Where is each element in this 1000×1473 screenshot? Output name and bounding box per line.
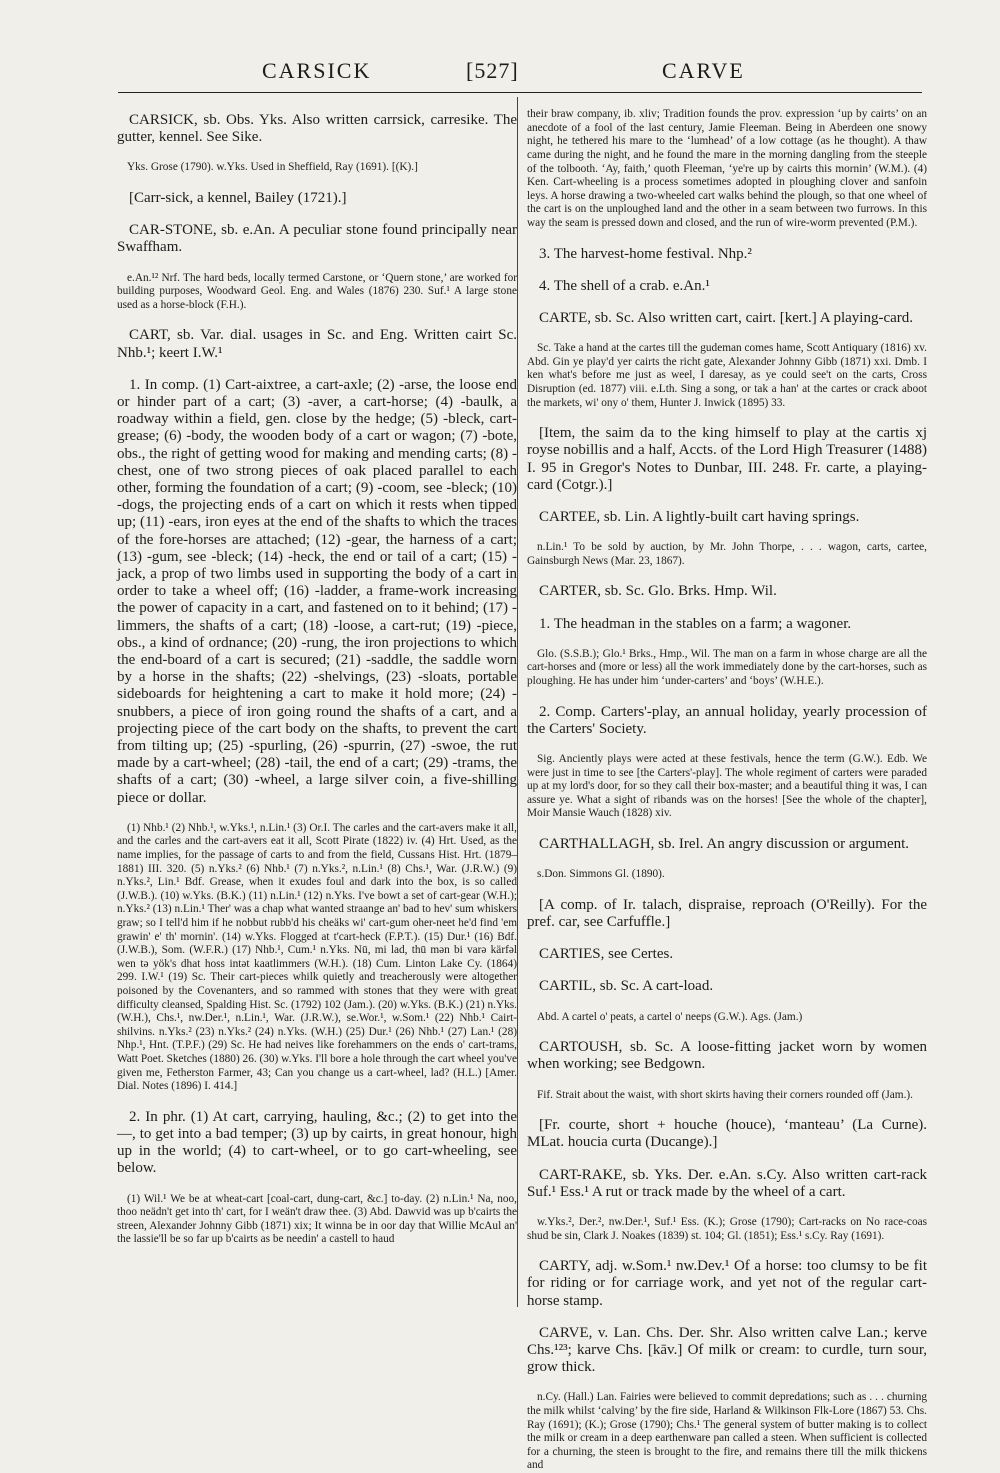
entry-paragraph: CARTER, sb. Sc. Glo. Brks. Hmp. Wil.	[539, 583, 777, 600]
entry-paragraph: 3. The harvest-home festival. Nhp.²	[539, 245, 752, 262]
citation-paragraph: (1) Wil.¹ We be at wheat-cart [coal-cart, dung-cart, &c.] to-day. (2) n.Lin.¹ Na, noo, thoo neädn't get into th' cart, for I weän't draw thee. (3) Abd. Dawvid was up b'cairts the streen, Alexander Johnny Gibb (1871) xix; It winna be in oor day that Willie McAul an' the lassie'll be so far up b'cairts as be needin' a castell to haud	[117, 1192, 517, 1246]
citation-paragraph: Fif. Strait about the waist, with short skirts having their corners rounded off (Jam.).	[537, 1088, 913, 1101]
column-divider	[517, 97, 518, 1307]
right-column	[527, 97, 927, 1472]
running-header	[0, 56, 1000, 90]
citation-paragraph: Glo. (S.S.B.); Glo.¹ Brks., Hmp., Wil. The man on a farm in whose charge are all the cart-horses and (more or less) all the work immediately done by the cart-horses, such as ploughing. He has under him ‘under-carters’ and ‘boys’ (W.H.E.).	[527, 647, 927, 688]
citation-paragraph: Sig. Anciently plays were acted at these festivals, hence the term (G.W.). Edb. We were just in time to see [the Carters'-play]. The whole regiment of carters were paraded up at my lord's door, for so they call their box-master; and a beautiful thing it was, I can assure ye. What a sight of ribands was on the horses! [See the whole of the chapter], Moir Mansie Wauch (1828) xiv.	[527, 753, 927, 820]
entry-paragraph: CARTEE, sb. Lin. A lightly-built cart having springs.	[539, 509, 860, 526]
citation-paragraph: Sc. Take a hand at the cartes till the gudeman comes hame, Scott Antiquary (1816) xv. Abd. Gin ye play'd yer cairts the richt gate, Alexander Johnny Gibb (1871) xxi. Dmb. I ken what's before me just as weel, I daresay, as ye could see't on the carts, Cross Disruption (ed. 1877) viii. e.Lth. Sing a song, or tak a han' at the cartes or crack aboot the markets, wi' ony o' them, Hunter J. Inwick (1895) 33.	[527, 342, 927, 409]
entry-paragraph: 1. The headman in the stables on a farm; a wagoner.	[539, 615, 852, 632]
entry-paragraph: CARSICK, sb. Obs. Yks. Also written carrsick, carresike. The gutter, kennel. See Sike.	[117, 112, 517, 146]
entry-paragraph: CAR-STONE, sb. e.An. A peculiar stone found principally near Swaffham.	[117, 222, 517, 256]
entry-paragraph: [Carr-sick, a kennel, Bailey (1721).]	[129, 190, 347, 206]
citation-paragraph: (1) Nhb.¹ (2) Nhb.¹, w.Yks.¹, n.Lin.¹ (3) Or.I. The carles and the cart-avers make it all, and the carles and the cart-avers eat it all, Scott Pirate (1822) iv. (4) Hrt. Used, as the name implies, for the passage of carts to and from the field, Cussans Hist. Hrt. (1879–1881) III. 320. (5) n.Yks.² (6) Nhb.¹ (7) n.Yks.², n.Lin.¹ (8) Chs.¹, War. (J.R.W.) (9) n.Yks.², Lin.¹ Bdf. Grease, when it exudes foul and dark into the box, is so called (J.W.B.). (10) w.Yks. (B.K.) (11) n.Lin.¹ (12) n.Yks. I've bowt a set of cart-gear (W.H.); n.Yks.² (13) n.Lin.¹ Ther' was a chap what wanted straange an' bad to hev' sum whiskers graw; so I tell'd him if he nobbut rubb'd his cheäks wi' cart-gum oher-neet he'd find 'em grawin' e' th' mornin'. (14) w.Yks. Flogged at t'cart-heck (F.P.T.). (15) Dur.¹ (16) Bdf. (J.W.B.), Som. (W.F.R.) (17) Nhb.¹, Cum.¹ n.Yks. Nū, mi lad, thū mən bi varə kärfəl wen tə yök's dhat hoss intət kaatlimmers (W.H.). (18) Cum. Linton Lake Cy. (1864) 299. I.W.¹ (19) Sc. Their cart-pieces whilk quietly and treacherously were altogether poisoned by the Covenanters, and so rammed with stones that they were with great difficulty cleansed, Spalding Hist. Sc. (1792) 102 (Jam.). (20) w.Yks. (B.K.) (21) n.Yks. (W.H.), Chs.¹, nw.Der.¹, n.Lin.¹, War. (J.R.W.), se.Wor.¹, w.Som.¹ (22) Nhb.¹ Cairt-shilvins. n.Yks.² (23) n.Yks.² (24) n.Yks. (W.H.) (25) Dur.¹ (26) Nhb.¹ (27) Lan.¹ (28) Nhp.¹, Hnt. (T.P.F.) (29) Sc. He had neives like forehammers on the ends o' cart-trams, Watt Poet. Sketches (1880) 26. (30) w.Yks. I'll bore a hole through the cart wheel you've given me, Fetherston Farmer, 43; Can you change us a cart-wheel, lad? (H.L.) [Amer. Dial. Notes (1896) I. 414.]	[117, 821, 517, 1093]
entry-paragraph: 1. In comp. (1) Cart-aixtree, a cart-axle; (2) -arse, the loose end or hinder part of a cart; (3) -aver, a cart-horse; (4) -baulk, a roadway within a field, gen. close by the hedge; (5) -bleck, cart-grease; (6) -body, the wooden body of a cart or wagon; (7) -bote, obs., the right of getting wood for making and mending carts; (8) -chest, one of two strong pieces of oak placed parallel to each other, forming the foundation of a cart; (9) -coom, see -bleck; (10) -dogs, the projecting ends of a cart on which it rests when tipped up; (11) -ears, iron eyes at the end of the shafts to which the traces of the fore-horses are attached; (12) -gear, the harness of a cart; (13) -gum, see -bleck; (14) -heck, the end or tail of a cart; (15) -jack, a prop of two limbs used in supporting the body of a cart in order to take a wheel off; (16) -ladder, a frame-work increasing the power of capacity in a cart, and fastened on to it behind; (17) -limmers, the shafts of a cart; (18) -loose, a cart-rut; (19) -piece, obs., a kind of ordnance; (20) -rung, the iron projections to which the end-board of a cart is secured; (21) -saddle, the saddle worn by a horse in the shafts; (22) -shelvings, (23) -sloats, portable sideboards for heightening a cart to make it hold more; (24) -snubbers, a piece of iron going round the shafts of a cart, and a projecting piece of the cart body on the shafts, to prevent the cart from tilting up; (25) -spurling, (26) -spurrin, (27) -swoe, the rut made by a cart-wheel; (28) -tail, the end of a cart; (29) -trams, the shafts of a cart; (30) -wheel, a large silver coin, a five-shilling piece or dollar.	[117, 376, 517, 806]
entry-paragraph: CARTIES, see Certes.	[539, 946, 674, 963]
header-last-headword: CARVE	[662, 58, 745, 83]
citation-paragraph: their braw company, ib. xliv; Tradition founds the prov. expression ‘up by cairts’ on an anecdote of a fool of the last century, Jamie Fleeman. Being in Aberdeen one snowy night, he tethered his mare to the ‘lumhead’ of a low cottage (as he thought). A thaw came during the night, and he found the mare in the morning dangling from the steeple of the tolbooth. ‘Ay, faith,’ quoth Fleeman, ‘ye're up by cairts this mornin’ (W.M.). (4) Ken. Cart-wheeling is a process sometimes adopted in ploughing clover and sanfoin leys. A horse drawing a two-wheeled cart walks behind the plough, so that one wheel of the cart is on the unploughed land and the other in a seam between two furrows. In this way the seam is pressed down and closed, and the run of wire-worm prevented (P.M.).	[527, 108, 927, 230]
entry-paragraph: [Item, the saim da to the king himself to play at the cartis xj royse nobillis and a half, Accts. of the Lord High Treasurer (1488) I. 95 in Gregor's Notes to Dunbar, III. 248. Fr. carte, a playing-card (Cotgr.).]	[527, 425, 927, 493]
entry-paragraph: CARTHALLAGH, sb. Irel. An angry discussion or argument.	[539, 835, 910, 852]
entry-paragraph: CARTOUSH, sb. Sc. A loose-fitting jacket worn by women when working; see Bedgown.	[527, 1039, 927, 1073]
header-rule	[118, 92, 922, 93]
entry-paragraph: CARTE, sb. Sc. Also written cart, cairt. [kert.] A playing-card.	[539, 310, 914, 327]
citation-paragraph: n.Lin.¹ To be sold by auction, by Mr. John Thorpe, . . . wagon, carts, cartee, Gainsburgh News (Mar. 23, 1867).	[527, 541, 927, 567]
entry-paragraph: CART, sb. Var. dial. usages in Sc. and Eng. Written cairt Sc. Nhb.¹; keert I.W.¹	[117, 327, 517, 361]
entry-paragraph: CARTIL, sb. Sc. A cart-load.	[539, 978, 714, 995]
entry-paragraph: [Fr. courte, short + houche (houce), ‘manteau’ (La Curne). MLat. houcia curta (Ducange).]	[527, 1117, 927, 1151]
citation-paragraph: s.Don. Simmons Gl. (1890).	[537, 868, 665, 881]
entry-paragraph: CART-RAKE, sb. Yks. Der. e.An. s.Cy. Also written cart-rack Suf.¹ Ess.¹ A rut or track made by the wheel of a cart.	[527, 1166, 927, 1200]
citation-paragraph: Yks. Grose (1790). w.Yks. Used in Sheffield, Ray (1691). [(K).]	[127, 161, 418, 174]
entry-paragraph: [A comp. of Ir. talach, dispraise, reproach (O'Reilly). For the pref. car, see Carfuffle.]	[527, 896, 927, 930]
citation-paragraph: w.Yks.², Der.², nw.Der.¹, Suf.¹ Ess. (K.); Grose (1790); Cart-racks on No race-coas shud be sin, Clark J. Noakes (1839) st. 104; Gl. (1851); Ess.¹ s.Cy. Ray (1691).	[527, 1216, 927, 1242]
left-column	[117, 97, 517, 1307]
entry-paragraph: CARTY, adj. w.Som.¹ nw.Dev.¹ Of a horse: too clumsy to be fit for riding or for carriage work, and yet not of the regular cart-horse stamp.	[527, 1258, 927, 1309]
entry-paragraph: 4. The shell of a crab. e.An.¹	[539, 277, 710, 294]
citation-paragraph: e.An.¹² Nrf. The hard beds, locally termed Carstone, or ‘Quern stone,’ are worked for building purposes, Woodward Geol. Eng. and Wales (1876) 230. Suf.¹ A large stone used as a horse-block (F.H.).	[117, 271, 517, 311]
entry-paragraph: 2. Comp. Carters'-play, an annual holiday, yearly procession of the Carters' Society.	[527, 703, 927, 737]
citation-paragraph: n.Cy. (Hall.) Lan. Fairies were believed to commit depredations; such as . . . churning the milk whilst ‘calving’ by the fire side, Harland & Wilkinson Flk-Lore (1867) 53. Chs. Ray (1691); (K.); Grose (1790); Chs.¹ The general system of butter making is to collect the milk or cream in a deep earthenware pan called a steen. When sufficient is collected for a churning, the steen is brought to the fire, and remains there till the milk thickens and	[527, 1391, 927, 1472]
citation-paragraph: Abd. A cartel o' peats, a cartel o' neeps (G.W.). Ags. (Jam.)	[537, 1010, 803, 1023]
entry-paragraph: CARVE, v. Lan. Chs. Der. Shr. Also written calve Lan.; kerve Chs.¹²³; karve Chs. [kāv.] Of milk or cream: to curdle, turn sour, grow thick.	[527, 1324, 927, 1376]
page-number: [527]	[466, 58, 519, 83]
entry-paragraph: 2. In phr. (1) At cart, carrying, hauling, &c.; (2) to get into the —, to get into a bad temper; (3) up by cairts, in great honour, high up in the world; (4) to cart-wheel, or to go cart-wheeling, see below.	[117, 1108, 517, 1177]
header-first-headword: CARSICK	[262, 58, 372, 83]
